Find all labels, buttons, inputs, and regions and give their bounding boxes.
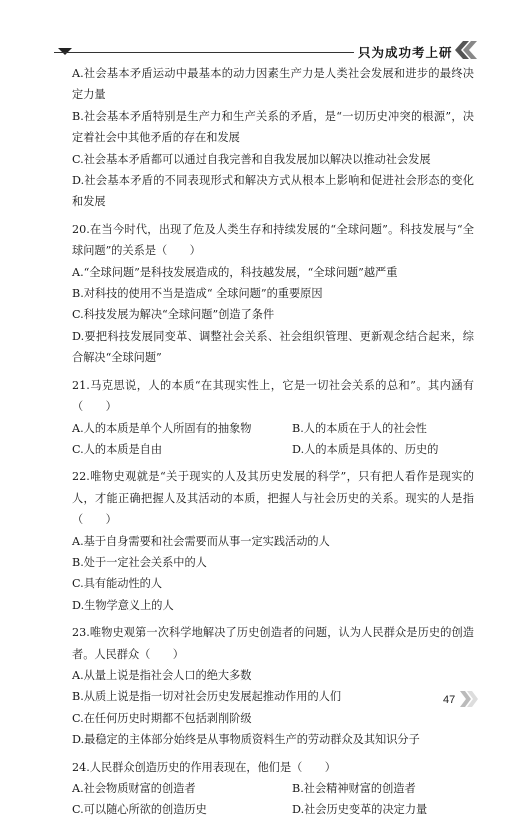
q20-option-a: A.“全球问题”是科技发展造成的，科技越发展，“全球问题”越严重 — [72, 265, 398, 279]
q20-stem: 20.在当今时代，出现了危及人类生存和持续发展的“全球问题”。科技发展与“全球问题”的关系是（ ） — [72, 222, 474, 258]
q20-option-c: C.科技发展为解决“全球问题”创造了条件 — [72, 308, 275, 322]
q21-options-row-2 — [72, 439, 474, 460]
q19-option-c: C.社会基本矛盾都可以通过自我完善和自我发展加以解决以推动社会发展 — [72, 152, 431, 166]
question-list — [72, 63, 474, 821]
q24-option-b: B.社会精神财富的创造者 — [292, 782, 416, 795]
q21-option-a: A.人的本质是单个人所固有的抽象物 — [72, 421, 252, 435]
q21-option-d: D.人的本质是具体的、历史的 — [292, 442, 439, 456]
q21-options-row-1 — [72, 418, 474, 439]
q24-options-row-2 — [72, 799, 474, 820]
q19-option-a: A.社会基本矛盾运动中最基本的动力因素生产力是人类社会发展和进步的最终决定力量 — [72, 67, 474, 102]
q23-option-b: B.从质上说是指一切对社会历史发展起推动作用的人们 — [72, 690, 342, 704]
q23-option-c: C.在任何历史时期都不包括剥削阶级 — [72, 711, 252, 725]
double-chevron-right-icon — [458, 691, 478, 707]
q23-option-a: A.从量上说是指社会人口的绝大多数 — [72, 668, 252, 682]
double-chevron-icon — [453, 41, 479, 59]
q23-stem: 23.唯物史观第一次科学地解决了历史创造者的问题，认为人民群众是历史的创造者。人民群众（ ） — [72, 626, 474, 661]
q20-option-b: B.对科技的使用不当是造成“ 全球问题”的重要原因 — [72, 287, 323, 301]
header-rule — [54, 52, 354, 53]
q19-option-d: D.社会基本矛盾的不同表现形式和解决方式从根本上影响和促进社会形态的变化和发展 — [72, 174, 474, 209]
header-title: 只为成功考上研 — [358, 45, 453, 60]
q22-option-c: C.具有能动性的人 — [72, 577, 163, 591]
q22-option-b: B.处于一定社会关系中的人 — [72, 555, 207, 569]
q22-option-d: D.生物学意义上的人 — [72, 598, 174, 612]
q24-options-row-1 — [72, 778, 474, 799]
q21-option-c: C.人的本质是自由 — [72, 442, 163, 456]
q21-stem: 21.马克思说，人的本质“在其现实性上，它是一切社会关系的总和”。其内涵有（ ） — [72, 378, 474, 414]
q24-option-a: A.社会物质财富的创造者 — [72, 782, 196, 795]
q20-option-d: D.要把科技发展同变革、调整社会关系、社会组织管理、更新观念结合起来，综合解决“全球问题” — [72, 329, 474, 365]
q23-option-d: D.最稳定的主体部分始终是从事物质资料生产的劳动群众及其知识分子 — [72, 733, 420, 747]
q24-option-c: C.可以随心所欲的创造历史 — [72, 803, 207, 817]
q19-option-b: B.社会基本矛盾特别是生产力和生产关系的矛盾，是“一切历史冲突的根源”，决定着社会中其他矛盾的存在和发展 — [72, 109, 474, 145]
q24-option-d: D.社会历史变革的决定力量 — [292, 803, 428, 817]
q24-stem: 24.人民群众创造历史的作用表现在，他们是（ ） — [72, 760, 336, 774]
q22-option-a: A.基于自身需要和社会需要而从事一定实践活动的人 — [72, 534, 330, 548]
q22-stem: 22.唯物史观就是“关于现实的人及其历史发展的科学”，只有把人看作是现实的人，才能正确把握人及其活动的本质，把握人与社会历史的关系。现实的人是指（ ） — [72, 470, 474, 527]
q21-option-b: B.人的本质在于人的社会性 — [292, 421, 427, 435]
page-number: 47 — [443, 694, 456, 706]
